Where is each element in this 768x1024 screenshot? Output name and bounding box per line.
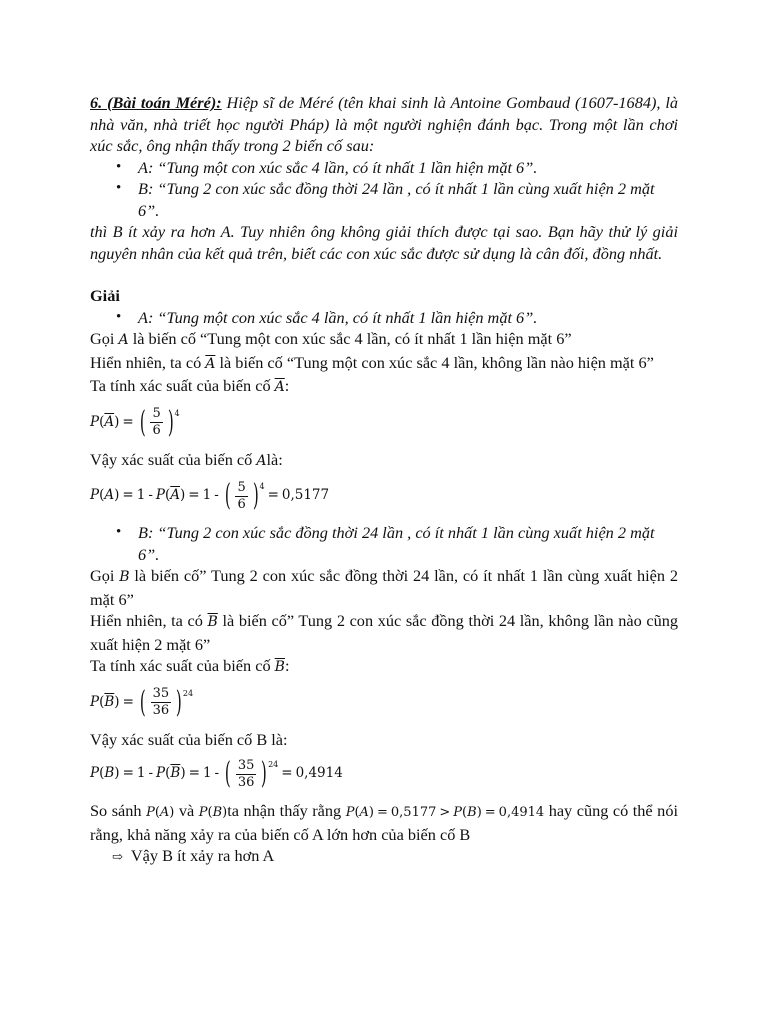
- problem-event-list: [90, 157, 678, 222]
- abar-definition: Hiển nhiên, ta có $\overline{A}$ là biến cố “Tung một con xúc sắc 4 lần, không lần nào hiện mặt 6”: [90, 352, 654, 372]
- problem-statement: [90, 92, 678, 157]
- fraction-35-36: $\frac{35}{36}$: [152, 686, 170, 718]
- document-page: [90, 92, 678, 868]
- a-definition: Gọi A là biến cố “Tung một con xúc sắc 4 lần, có ít nhất 1 lần hiện mặt 6”: [90, 329, 572, 348]
- result-b: 0,4914: [295, 765, 343, 782]
- bbar-definition: Hiển nhiên, ta có $\overline{B}$ là biến cố” Tung 2 con xúc sắc đồng thời 24 lần, không lần nào cũng xuất hiện 2 mặt 6”: [90, 611, 678, 654]
- problem-event-a: • A: “Tung một con xúc sắc 4 lần, có ít nhất 1 lần hiện mặt 6”.: [90, 157, 678, 179]
- formula-p-abar: P ( $\overline{A}$ ) = ( $\frac{5}{6}$ ) 4: [90, 404, 180, 440]
- conclusion-text: Vậy B ít xảy ra hơn A: [130, 846, 275, 865]
- solution-bullet-a: • A: “Tung một con xúc sắc 4 lần, có ít nhất 1 lần hiện mặt 6”.: [90, 307, 678, 329]
- formula-p-b: P ( B ) = 1 - P ( $\overline{B}$ ) = 1 - ( $\frac{35}{36}$ ) 24 = 0,4914: [90, 756, 343, 791]
- comparison: So sánh P(A) và P(B)ta nhận thấy rằng P(A) = 0,5177 > P(B) = 0,4914 hay cũng có thể nói rằng, khả năng xảy ra của biến cố A lớn hơn của biến cố B: [90, 801, 678, 844]
- b-prob-label: Vậy xác suất của biến cố B là:: [90, 729, 288, 749]
- problem-intro: Hiệp sĩ de Méré (tên khai sinh là Antoine Gombaud (1607-1684), là nhà văn, nhà triết học người Pháp) là một người nghiện đánh bạc. Trong một lần chơi xúc sắc, ông nhận thấy trong 2 biến cố sau:: [90, 93, 678, 155]
- symbol-b-bar: $\overline{B}$: [207, 614, 218, 630]
- symbol-b: B: [119, 569, 130, 585]
- bbar-prob-label: Ta tính xác suất của biến cố $\overline{B}$:: [90, 656, 290, 675]
- solution-bullet-b: • B: “Tung 2 con xúc sắc đồng thời 24 lần , có ít nhất 1 lần cùng xuất hiện 2 mặt 6”.: [90, 522, 678, 565]
- result-a: 0,5177: [281, 487, 330, 504]
- formula-p-a: P ( A ) = 1 - P ( $\overline{A}$ ) = 1 - ( $\frac{5}{6}$ ) 4 = 0,5177: [90, 478, 330, 513]
- a-prob-label: Vậy xác suất của biến cố Alà:: [90, 449, 283, 469]
- fraction-5-6: $\frac{5}{6}$: [152, 406, 161, 438]
- abar-prob-label: Ta tính xác suất của biến cố $\overline{A}$:: [90, 376, 290, 395]
- solution-list-b: [90, 522, 678, 565]
- solution-heading: Giải: [90, 286, 120, 305]
- formula-p-bbar: P ( $\overline{B}$ ) = ( $\frac{35}{36}$ ) 24: [90, 684, 194, 720]
- comparison-inequality: P(A) = 0,5177 > P(B) = 0,4914: [345, 805, 545, 820]
- problem-event-b: • B: “Tung 2 con xúc sắc đồng thời 24 lần , có ít nhất 1 lần cùng xuất hiện 2 mặt 6”.: [90, 178, 678, 221]
- right-arrow-icon: ⇨: [112, 849, 123, 864]
- symbol-a-bar: $\overline{A}$: [205, 355, 216, 372]
- solution-list-a: [90, 307, 678, 329]
- problem-question: thì B ít xảy ra hơn A. Tuy nhiên ông không giải thích được tại sao. Bạn hãy thử lý giải nguyên nhân của kết quả trên, biết các con xúc sắc được sử dụng là cân đối, đồng nhất.: [90, 222, 678, 263]
- conclusion: [90, 845, 678, 868]
- symbol-a: A: [118, 332, 129, 348]
- b-definition: Gọi B là biến cố” Tung 2 con xúc sắc đồng thời 24 lần, có ít nhất 1 lần cùng xuất hiện 2 mặt 6”: [90, 566, 678, 609]
- problem-title: 6. (Bài toán Méré):: [90, 93, 222, 112]
